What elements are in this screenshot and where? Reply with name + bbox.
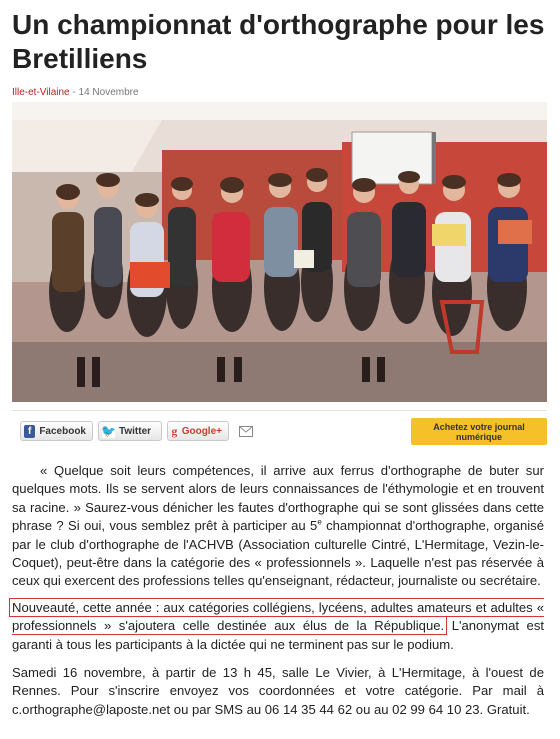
article-body xyxy=(12,462,544,719)
google-plus-share-button[interactable] xyxy=(167,421,229,441)
ordinal-suffix: e xyxy=(317,517,322,527)
buy-label-line1: Achetez votre journal xyxy=(433,421,525,432)
google-icon: g xyxy=(171,423,178,438)
paragraph-1-text-a: « Quelque soit leurs compétences, il arrive aux ferrus d'orthographe de buter sur quelques mots. Ils se servent alors de leurs connaissances de l'éthymologie et en trouvent sa racine. » Saurez-vous dénicher les fautes d'orthographe qui se sont glissées dans cette phrase ? Si oui, vous semblez prêt à participer au 5 xyxy=(12,463,544,534)
buy-label-line2: numérique xyxy=(455,431,502,442)
article-photo xyxy=(12,102,547,402)
paragraph-1 xyxy=(12,462,544,591)
facebook-share-button[interactable] xyxy=(20,421,93,441)
facebook-icon: f xyxy=(24,425,35,438)
facebook-label: Facebook xyxy=(39,425,86,437)
date-separator: - xyxy=(69,87,79,98)
paragraph-1-text-b: championnat d'orthographe, organisé par le club d'orthographe de l'ACHVB (Association culturelle Cintré, L'Hermitage, Vezin-le-Coquet), peut-être dans la catégorie des « professionnels ». Laquelle n'est pas réservée à ceux qui exercent des professions telles qu'enseignant, rédacteur, journaliste ou secrétaire. xyxy=(12,518,544,589)
divider xyxy=(12,410,547,411)
paragraph-3: Samedi 16 novembre, à partir de 13 h 45, salle Le Vivier, à L'Hermitage, à l'ouest de Rennes. Pour s'inscrire envoyez vos coordonnées et votre catégorie. Par mail à c.orthographe@laposte.net ou par SMS au 06 14 35 44 62 ou au 02 99 64 10 23. Gratuit. xyxy=(12,665,544,717)
mail-icon xyxy=(239,426,253,437)
twitter-label: Twitter xyxy=(119,425,152,437)
twitter-icon: 🐦 xyxy=(101,424,116,438)
google-label: Google+ xyxy=(181,425,222,437)
article-date: 14 Novembre xyxy=(78,87,139,98)
twitter-share-button[interactable] xyxy=(98,421,162,441)
paragraph-2-rest: L'anonymat est garanti à tous les participants à la dictée qui ne terminent pas sur le podium. xyxy=(12,618,545,652)
paragraph-2 xyxy=(12,599,544,654)
article-meta xyxy=(12,87,139,98)
highlighted-text: Nouveauté, cette année : aux catégories collégiens, lycéens, adultes amateurs et adultes « professionnels » s'ajoutera celle destinée aux élus de la République. xyxy=(9,598,544,635)
article-title: Un championnat d'orthographe pour les Bretilliens xyxy=(12,9,545,74)
location-link[interactable]: Ille-et-Vilaine xyxy=(12,87,70,98)
share-bar xyxy=(12,418,547,445)
buy-digital-newspaper-button[interactable] xyxy=(411,418,547,445)
mail-share-button[interactable] xyxy=(235,421,257,441)
